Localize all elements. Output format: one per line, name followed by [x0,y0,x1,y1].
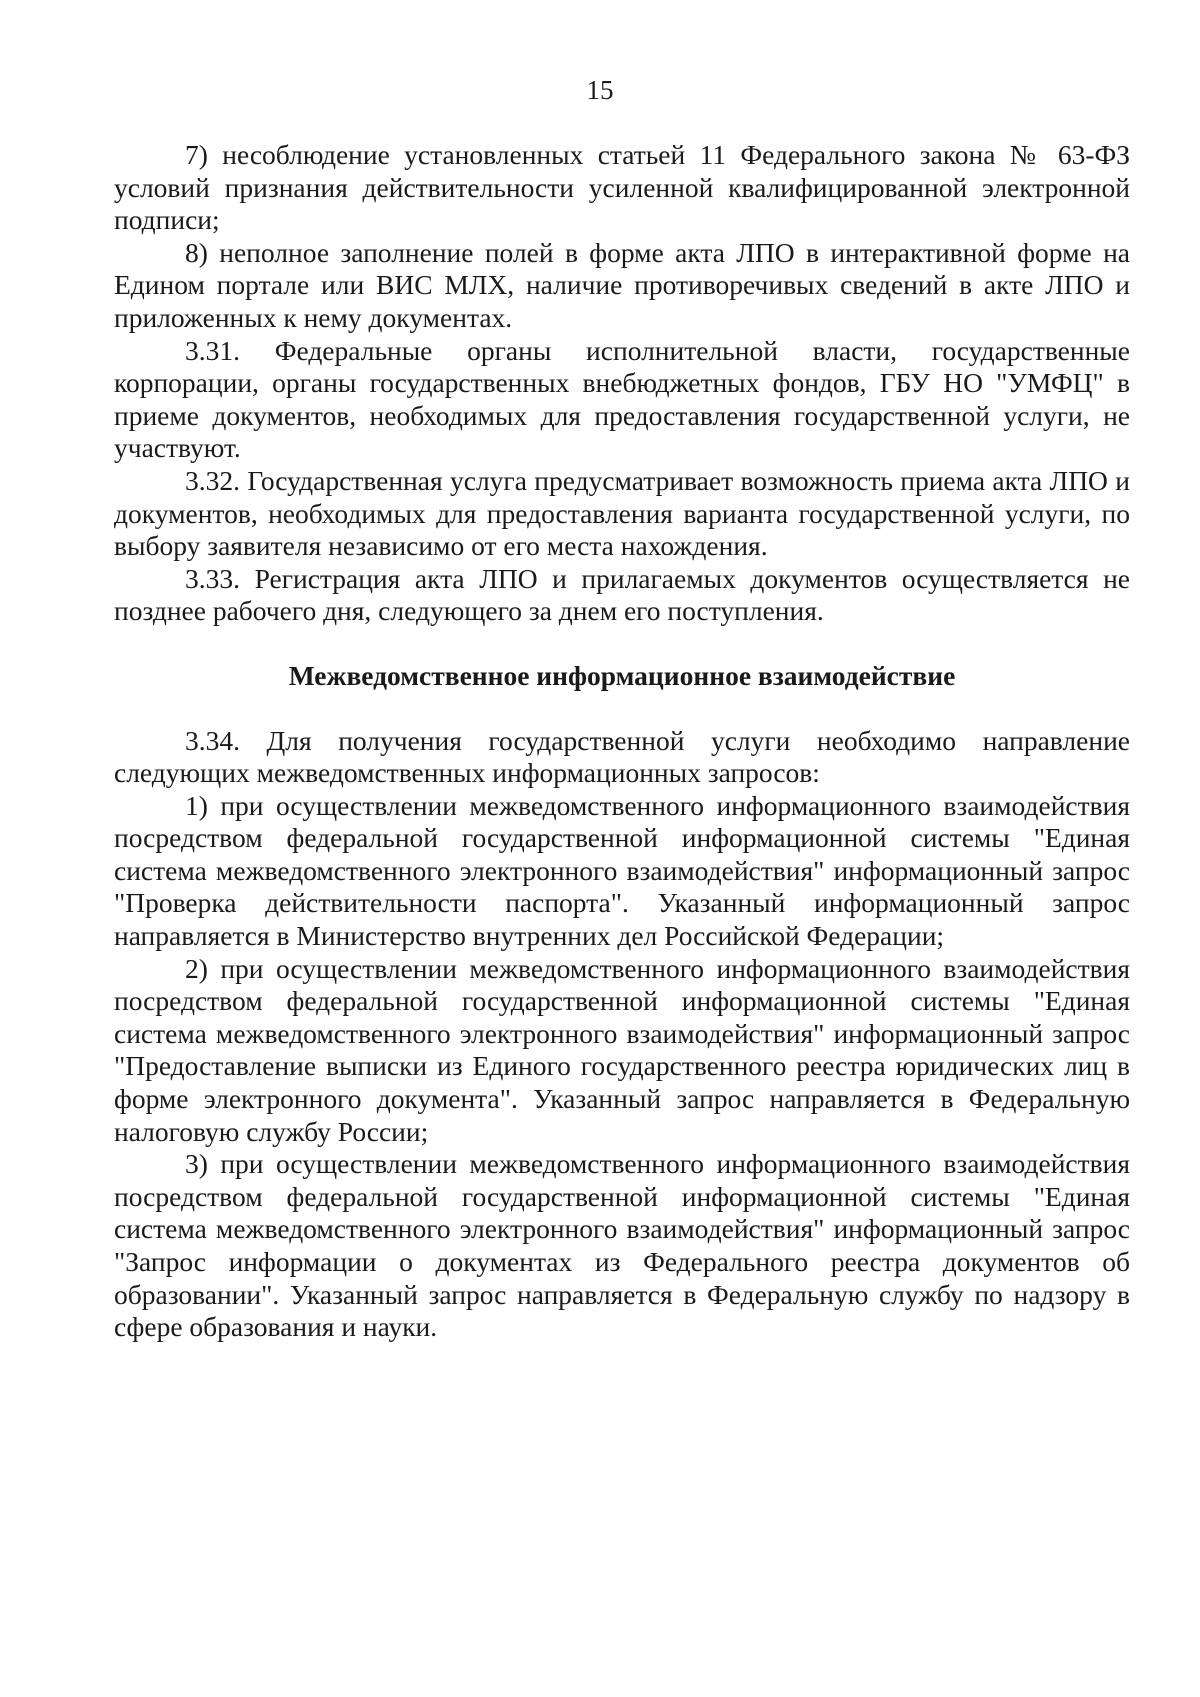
section-heading: Межведомственное информационное взаимодействие [288,659,956,691]
page-number: 15 [586,75,614,105]
paragraph-request-1: 1) при осуществлении межведомственного информационного взаимодействия посредством федеральной государственной информационной системы "Единая система межведомственного электронного взаимодействия" информационный запрос "Проверка действительности паспорта". Указанный информационный запрос направляется в Министерство внутренних дел Российской Федерации; [114,789,1130,952]
document-body [114,139,1130,1344]
paragraph-3-34: 3.34. Для получения государственной услуги необходимо направление следующих межведомственных информационных запросов: [114,724,1130,789]
paragraph-request-2: 2) при осуществлении межведомственного информационного взаимодействия посредством федеральной государственной информационной системы "Единая система межведомственного электронного взаимодействия" информационный запрос "Предоставление выписки из Единого государственного реестра юридических лиц в форме электронного документа". Указанный запрос направляется в Федеральную налоговую службу России; [114,952,1130,1147]
paragraph-3-31: 3.31. Федеральные органы исполнительной власти, государственные корпорации, органы государственных внебюджетных фондов, ГБУ НО "УМФЦ" в приеме документов, необходимых для предоставления государственной услуги, не участвуют. [114,334,1130,464]
paragraph-3-33: 3.33. Регистрация акта ЛПО и прилагаемых документов осуществляется не позднее рабочего дня, следующего за днем его поступления. [114,562,1130,627]
paragraph-request-3: 3) при осуществлении межведомственного информационного взаимодействия посредством федеральной государственной информационной системы "Единая система межведомственного электронного взаимодействия" информационный запрос "Запрос информации о документах из Федерального реестра документов об образовании". Указанный запрос направляется в Федеральную службу по надзору в сфере образования и науки. [114,1148,1130,1343]
paragraph-item-8: 8) неполное заполнение полей в форме акта ЛПО в интерактивной форме на Едином портале или ВИС МЛХ, наличие противоречивых сведений в акте ЛПО и приложенных к нему документах. [114,236,1130,333]
paragraph-item-7: 7) несоблюдение установленных статьей 11 Федерального закона № 63-ФЗ условий признания действительности усиленной квалифицированной электронной подписи; [114,139,1130,236]
paragraph-3-32: 3.32. Государственная услуга предусматривает возможность приема акта ЛПО и документов, необходимых для предоставления варианта государственной услуги, по выбору заявителя независимо от его места нахождения. [114,464,1130,562]
